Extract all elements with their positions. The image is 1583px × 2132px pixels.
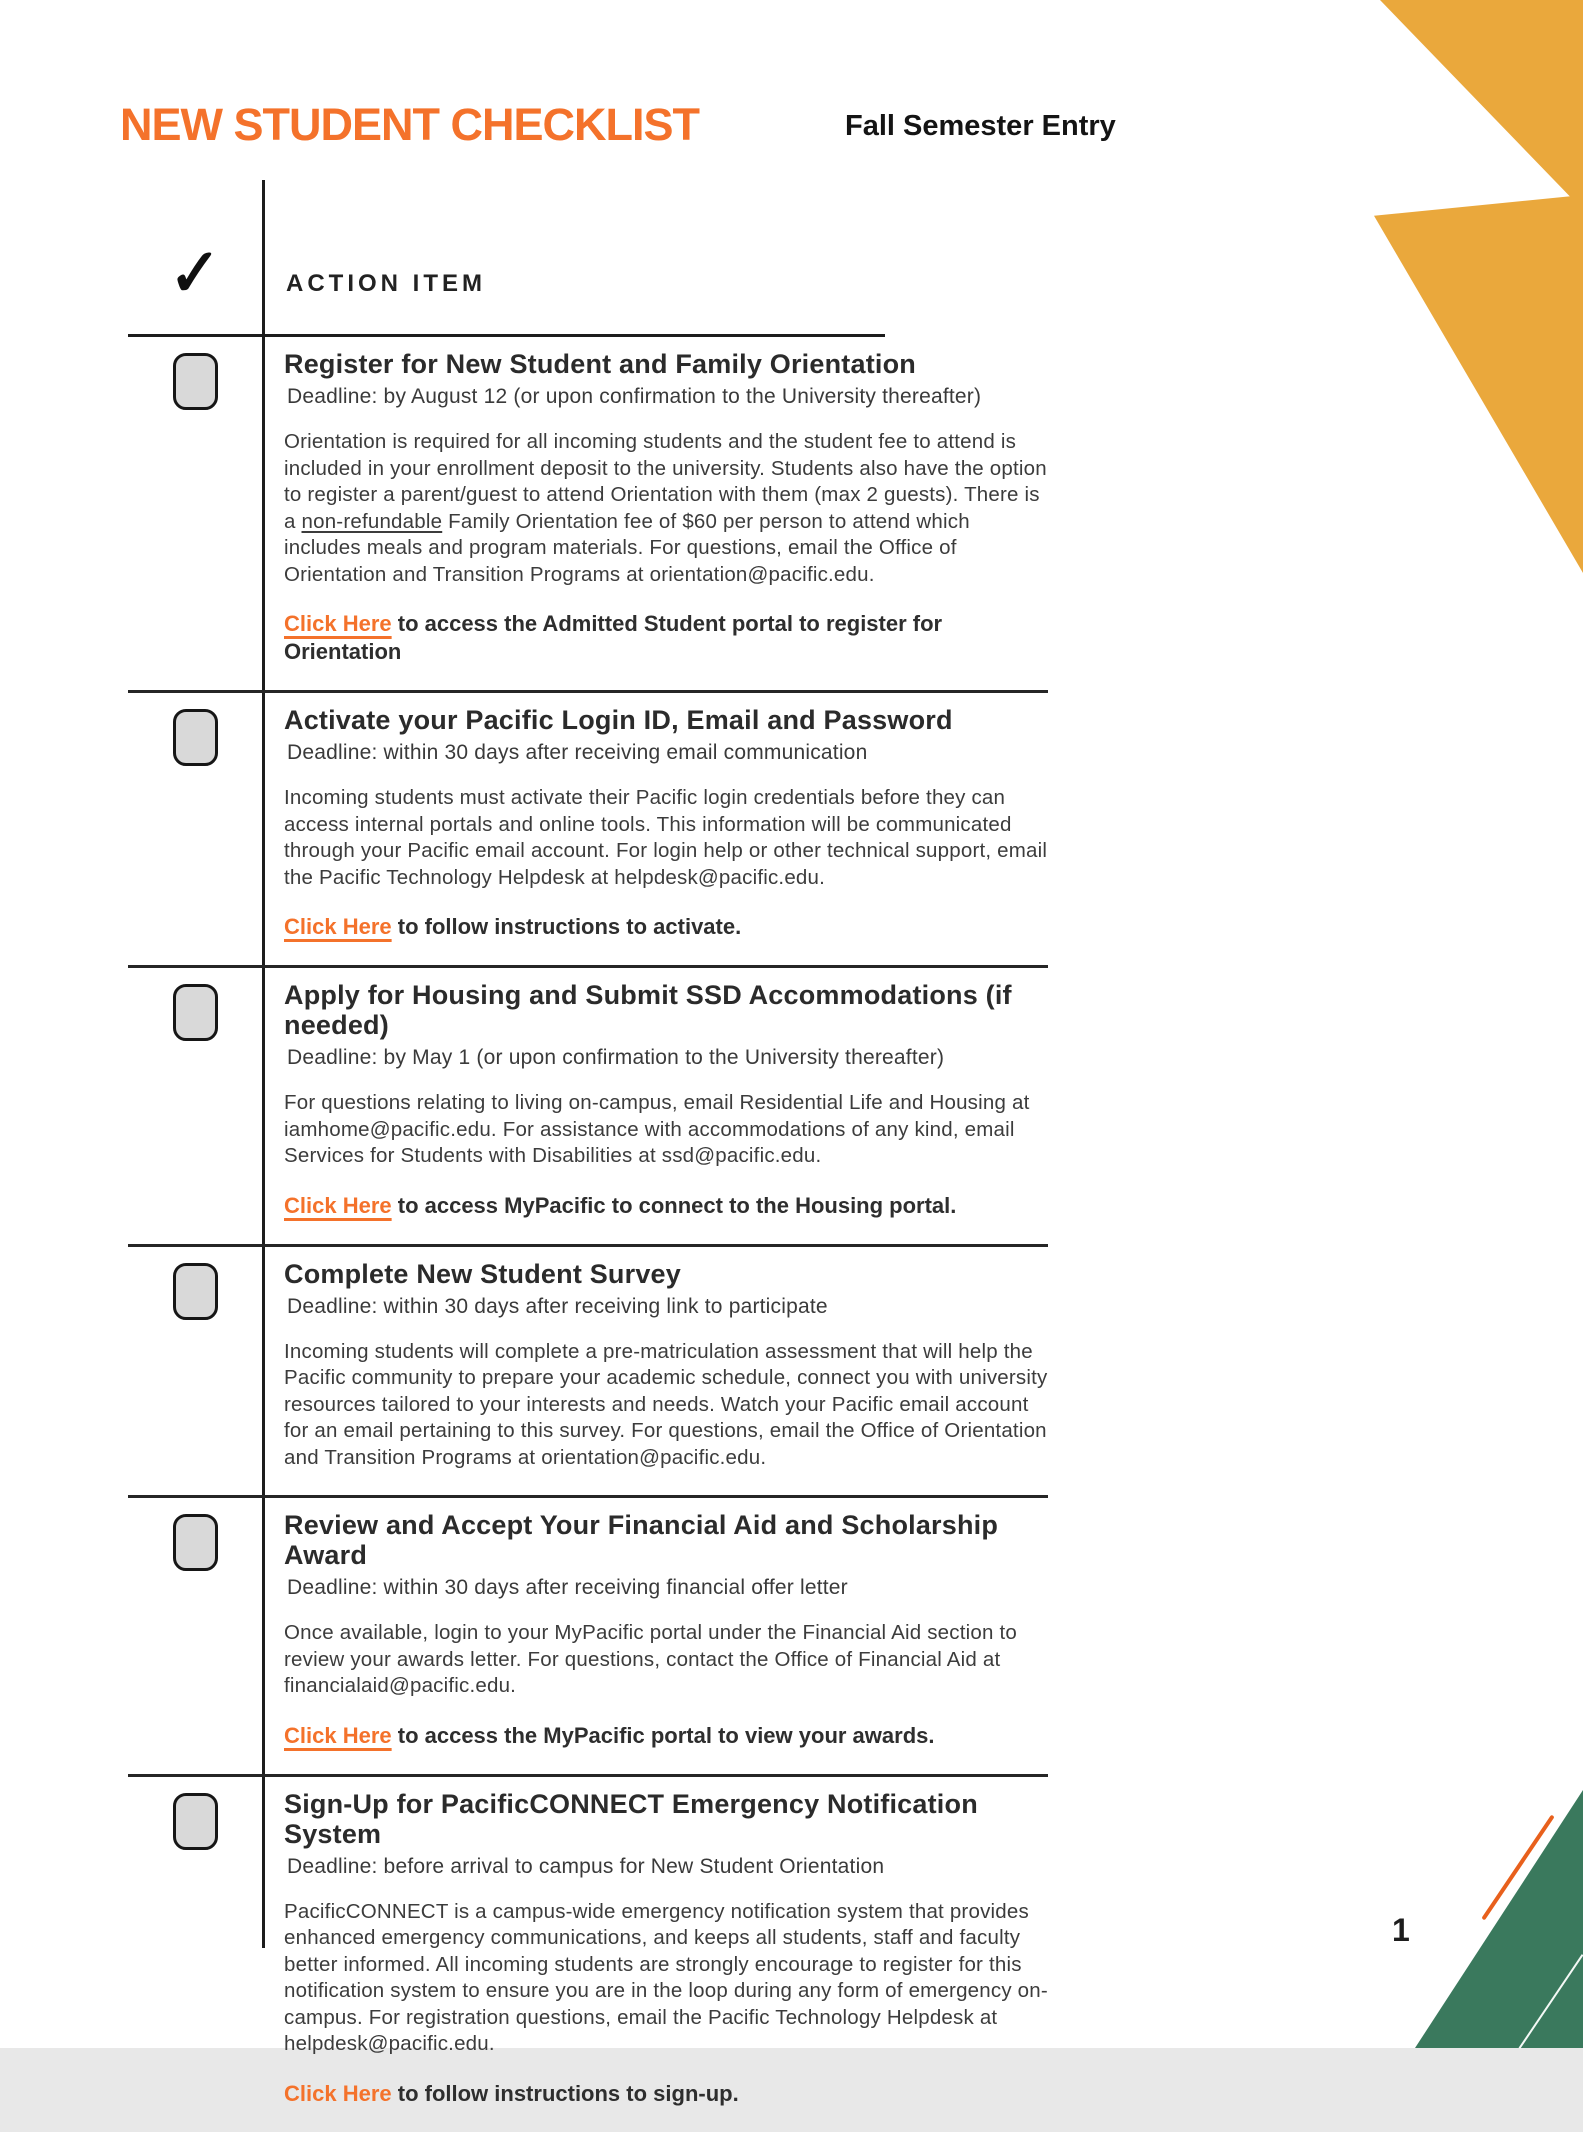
green-corner-triangle-icon [1415,1790,1583,2048]
click-here-link[interactable]: Click Here [284,611,392,636]
checkbox[interactable] [173,984,218,1041]
link-caption: to access the Admitted Student portal to register for Orientation [284,611,943,664]
description-text: Incoming students must activate their Pacific login credentials before they can access internal portals and online tools. This information will be communicated through your Pacific email account. For login help or other technical support, email the Pacific Technology Helpdesk at helpdesk@pacific.edu. [284,786,1048,889]
table-header-row [128,180,1048,311]
link-line [284,2080,1048,2108]
checkbox[interactable] [173,1263,218,1320]
page-title: NEW STUDENT CHECKLIST [120,99,699,150]
link-caption: to follow instructions to activate. [391,914,742,939]
description-segment: Orientation is required for all incoming students and the student fee to attend is included in your enrollment deposit to the university. Students also have the option to register a parent/guest to attend Orientation with them (max 2 guests). There is a [284,430,1047,533]
checkbox[interactable] [173,1514,218,1571]
table-row-survey [128,1244,1048,1496]
click-here-link[interactable]: Click Here [284,1722,392,1748]
action-item-title: Apply for Housing and Submit SSD Accommodations (if needed) [284,980,1012,1040]
gold-triangle-lower-icon [1374,195,1583,573]
checkbox[interactable] [173,709,218,766]
description-text: Incoming students will complete a pre-matriculation assessment that will help the Pacific community to prepare your academic schedule, connect you with university resources tailored to your interests and needs. Watch your Pacific email account for an email pertaining to this survey. For questions, email the Office of Orientation and Transition Programs at orientation@pacific.edu. [284,1339,1048,1469]
link-line [284,610,1048,666]
table-row-pacificconnect [128,1774,1048,2132]
check-mark-icon: ✓ [169,236,221,311]
link-caption: to follow instructions to sign-up. [391,2080,739,2106]
page-subtitle: Fall Semester Entry [845,110,1116,142]
click-here-link[interactable]: Click Here [284,2080,392,2106]
action-item-title: Activate your Pacific Login ID, Email and Password [284,705,953,735]
table-row-financial-aid [128,1495,1048,1774]
underlined-text: non-refundable [301,509,443,533]
page-number: 1 [1392,1912,1410,1948]
action-item-title: Complete New Student Survey [284,1258,681,1289]
description-text [284,429,1048,588]
deadline-text: Deadline: within 30 days after receiving financial offer letter [287,1576,848,1599]
table-row-housing [128,965,1048,1244]
action-item-column-header: ACTION ITEM [286,270,486,297]
action-item-title: Register for New Student and Family Orientation [284,349,916,379]
link-line [284,913,1048,941]
action-item-title: Review and Accept Your Financial Aid and Scholarship Award [284,1510,999,1570]
link-caption: to access the MyPacific portal to view your awards. [391,1722,935,1748]
deadline-text: Deadline: by May 1 (or upon confirmation to the University thereafter) [287,1046,945,1069]
deadline-text: Deadline: before arrival to campus for New Student Orientation [287,1854,885,1878]
checklist-table [128,180,1048,2132]
gold-triangle-top-icon [1380,0,1583,210]
description-text: Once available, login to your MyPacific portal under the Financial Aid section to review your awards letter. For questions, contact the Office of Financial Aid at financialaid@pacific.edu. [284,1621,1017,1697]
description-text: PacificCONNECT is a campus-wide emergency notification system that provides enhanced emergency communications, and keeps all students, staff and faculty better informed. All incoming students are strongly encourage to register for this notification system to ensure you are in the loop during any form of emergency on-campus. For registration questions, email the Pacific Technology Helpdesk at helpdesk@pacific.edu. [284,1899,1048,2055]
click-here-link[interactable]: Click Here [284,914,392,939]
description-text: For questions relating to living on-campus, email Residential Life and Housing at iamhome@pacific.edu. For assistance with accommodations of any kind, email Services for Students with Disabilities at ssd@pacific.edu. [284,1091,1030,1167]
link-line [284,1722,1048,1750]
description-segment: Family Orientation fee of $60 per person to attend which includes meals and program materials. For questions, email the Office of Orientation and Transition Programs at orientation@pacific.edu. [284,509,970,586]
action-item-title: Sign-Up for PacificCONNECT Emergency Notification System [284,1788,978,1849]
table-row-orientation [128,337,1048,690]
table-row-login [128,690,1048,965]
link-line [284,1192,1048,1220]
deadline-text: Deadline: within 30 days after receiving link to participate [287,1294,828,1318]
checkbox[interactable] [173,1793,218,1850]
checkbox[interactable] [173,353,218,410]
click-here-link[interactable]: Click Here [284,1192,392,1218]
link-caption: to access MyPacific to connect to the Housing portal. [391,1192,957,1218]
deadline-text: Deadline: within 30 days after receiving email communication [287,741,868,764]
deadline-text: Deadline: by August 12 (or upon confirmation to the University thereafter) [287,385,982,408]
